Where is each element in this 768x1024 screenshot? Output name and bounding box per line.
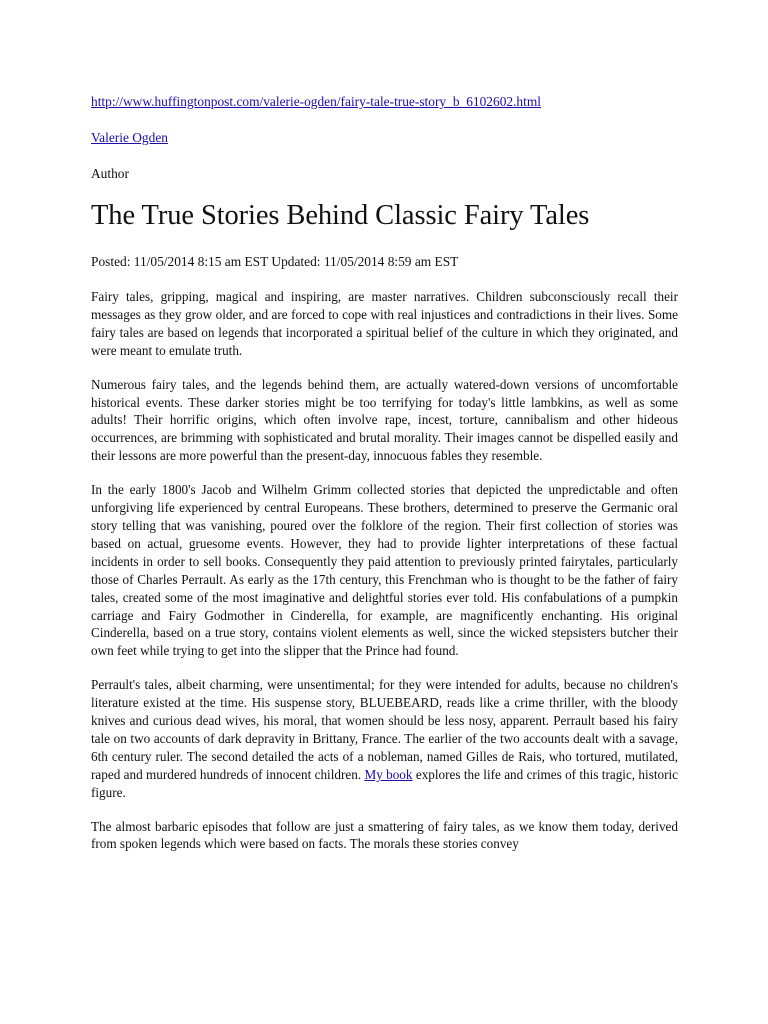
source-url-link[interactable]: http://www.huffingtonpost.com/valerie-ogden/fairy-tale-true-story_b_6102602.html <box>91 94 541 109</box>
paragraph-5: The almost barbaric episodes that follow are just a smattering of fairy tales, as we know them today, derived from spoken legends which were based on facts. The morals these stories convey <box>91 818 678 852</box>
paragraph-3: In the early 1800's Jacob and Wilhelm Grimm collected stories that depicted the unpredictable and often unforgiving life experienced by central Europeans. These brothers, determined to preserve the Germanic oral story telling that was vanishing, poured over the folklore of the region. Their first collection of stories was based on actual, gruesome events. However, they had to provide lighter interpretations of these factual incidents in order to sell books. Consequently they paid attention to previously printed fairytales, particularly those of Charles Perrault. As early as the 17th century, this Frenchman who is thought to be the father of fairy tales, created some of the most imaginative and delightful stories ever told. His confabulations of a pumpkin carriage and Fairy Godmother in Cinderella, for example, are magnificently enchanting. His original Cinderella, based on a true story, contains violent elements as well, since the wicked stepsisters butcher their own feet while trying to get into the slipper that the Prince had found. <box>91 482 678 659</box>
paragraph-4 <box>91 676 678 801</box>
paragraph-2: Numerous fairy tales, and the legends behind them, are actually watered-down versions of uncomfortable historical events. These darker stories might be too terrifying for today's little lambkins, as well as some adults! Their horrific origins, which often involve rape, incest, torture, cannibalism and other hideous occurrences, are brimming with sophisticated and brutal morality. Their images cannot be dispelled easily and their lessons are more powerful than the present-day, innocuous fables they resemble. <box>91 376 678 464</box>
my-book-link[interactable]: My book <box>364 766 413 782</box>
article-title: The True Stories Behind Classic Fairy Tales <box>91 200 590 231</box>
author-name-link[interactable]: Valerie Ogden <box>91 130 168 145</box>
author-link-row <box>91 128 678 148</box>
source-url-row <box>91 92 678 112</box>
paragraph-4-text-after: explores the life and crimes of this tragic, historic figure. <box>91 766 678 800</box>
posted-date: Posted: 11/05/2014 8:15 am EST Updated: 11/05/2014 8:59 am EST <box>91 254 459 269</box>
paragraph-4-text-before: Perrault's tales, albeit charming, were unsentimental; for they were intended for adults, because no children's literature existed at the time. His suspense story, BLUEBEARD, reads like a crime thriller, with the bloody knives and curious dead wives, his moral, that women should be less nosy, apparent. Perrault based his fairy tale on two accounts of dark depravity in Brittany, France. The earlier of the two accounts dealt with a savage, 6th century ruler. The second detailed the acts of a nobleman, named Gilles de Rais, who tortured, mutilated, raped and murdered hundreds of innocent children. <box>91 677 678 782</box>
paragraph-1: Fairy tales, gripping, magical and inspiring, are master narratives. Children subconsciously recall their messages as they grow older, and are forced to cope with real injustices and contradictions in their lives. Some fairy tales are based on legends that incorporated a spiritual belief of the culture in which they originated, and were meant to emulate truth. <box>91 289 678 358</box>
document-page <box>91 92 678 869</box>
author-label: Author <box>91 166 129 181</box>
